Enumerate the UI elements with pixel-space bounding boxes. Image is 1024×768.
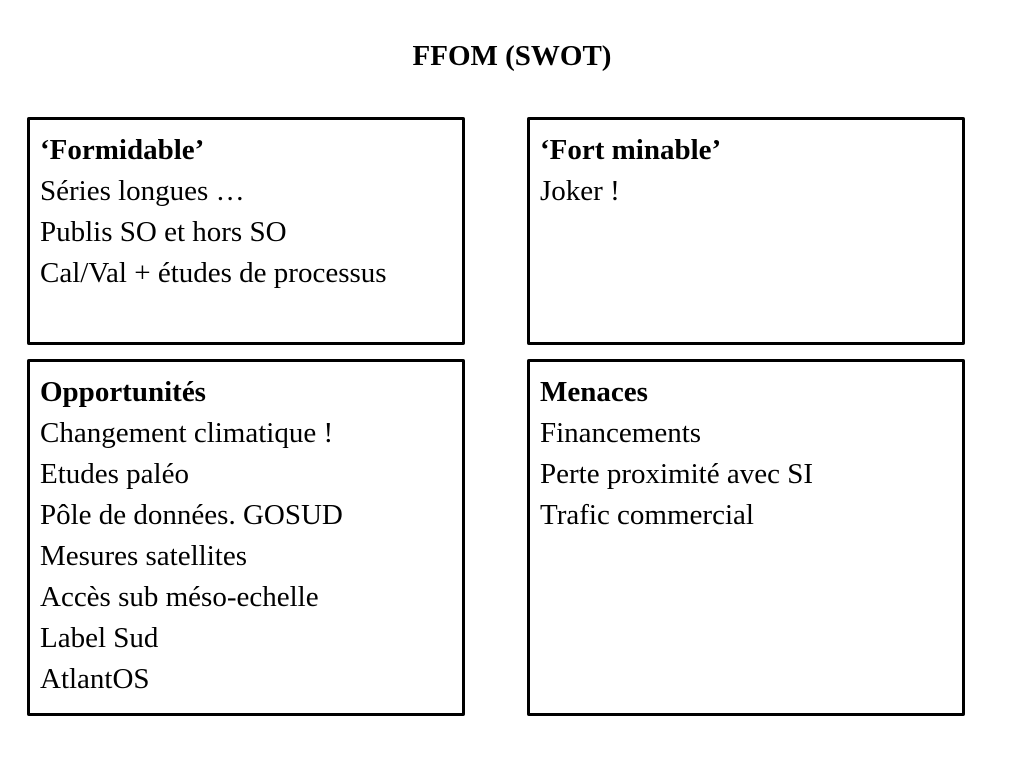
weaknesses-item: Joker !: [540, 175, 620, 207]
strengths-item: Cal/Val + études de processus: [40, 257, 387, 289]
strengths-list: [40, 171, 452, 294]
page-title: FFOM (SWOT): [412, 40, 612, 72]
threats-item: Trafic commercial: [540, 499, 754, 531]
threats-item: Perte proximité avec SI: [540, 458, 813, 490]
opportunities-item: Etudes paléo: [40, 458, 189, 490]
opportunities-item: Label Sud: [40, 622, 159, 654]
opportunities-list: [40, 413, 452, 700]
opportunities-item: Pôle de données. GOSUD: [40, 499, 343, 531]
opportunities-item: AtlantOS: [40, 663, 150, 695]
opportunities-item: Mesures satellites: [40, 540, 247, 572]
opportunities-item: Accès sub méso-echelle: [40, 581, 319, 613]
strengths-heading: ‘Formidable’: [40, 134, 205, 166]
strengths-item: Publis SO et hors SO: [40, 216, 287, 248]
strengths-quadrant: [27, 117, 465, 345]
strengths-item: Séries longues …: [40, 175, 245, 207]
weaknesses-quadrant: [527, 117, 965, 345]
weaknesses-list: [540, 171, 952, 212]
opportunities-heading: Opportunités: [40, 376, 206, 408]
opportunities-item: Changement climatique !: [40, 417, 334, 449]
threats-heading: Menaces: [540, 376, 648, 408]
threats-list: [540, 413, 952, 536]
threats-quadrant: [527, 359, 965, 716]
opportunities-quadrant: [27, 359, 465, 716]
weaknesses-heading: ‘Fort minable’: [540, 134, 722, 166]
threats-item: Financements: [540, 417, 702, 449]
